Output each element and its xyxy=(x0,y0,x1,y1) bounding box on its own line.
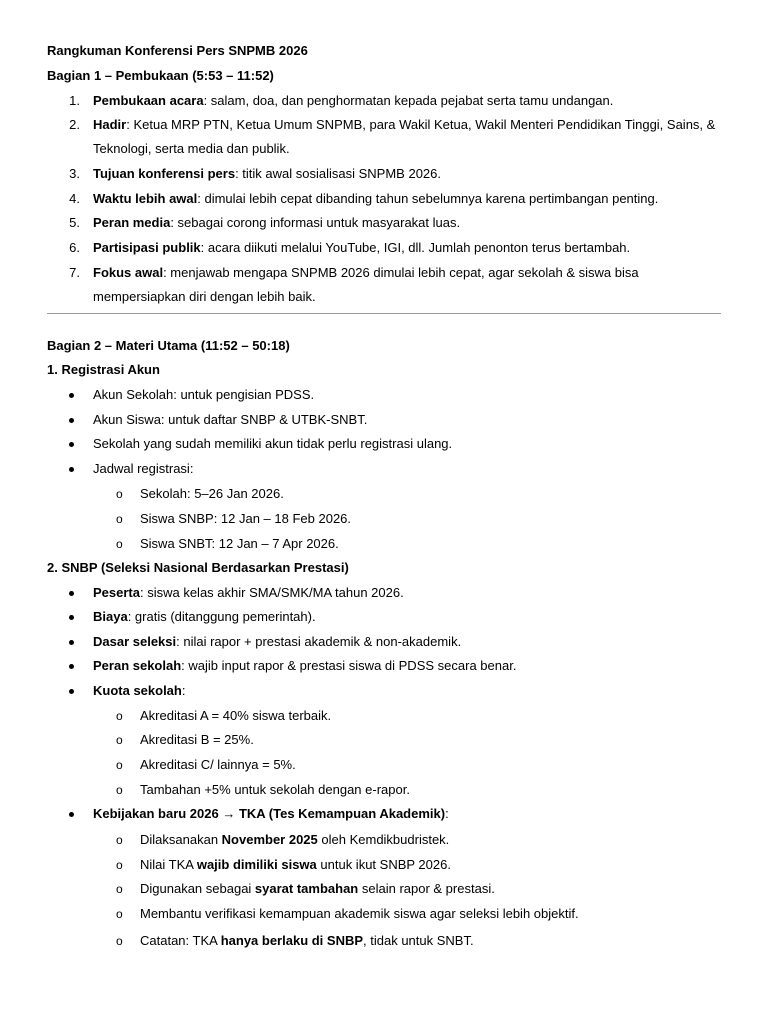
bullet-icon xyxy=(69,418,74,423)
list-number: 2. xyxy=(69,117,80,132)
item-text: Jadwal registrasi: xyxy=(93,461,194,476)
item-label: Partisipasi publik xyxy=(93,240,201,255)
part2-heading: Bagian 2 – Materi Utama (11:52 – 50:18) xyxy=(47,338,290,353)
item-label: Tujuan konferensi pers xyxy=(93,166,236,181)
item-text: Akreditasi A = 40% siswa terbaik. xyxy=(140,708,332,723)
item-text: Sekolah yang sudah memiliki akun tidak perlu registrasi ulang. xyxy=(93,436,453,451)
list-number: 1. xyxy=(69,93,80,108)
circle-bullet-icon: o xyxy=(116,907,123,921)
bullet-icon xyxy=(69,812,74,817)
item-text: selain rapor & prestasi. xyxy=(358,881,495,896)
item-label: Fokus awal xyxy=(93,265,164,280)
bullet-icon xyxy=(69,393,74,398)
item-text: : titik awal sosialisasi SNPMB 2026. xyxy=(235,166,441,181)
circle-bullet-icon: o xyxy=(116,783,123,797)
item-label: Peran media xyxy=(93,215,171,230)
item-text: : acara diikuti melalui YouTube, IGI, dll. Jumlah penonton terus bertambah. xyxy=(200,240,631,255)
item-text: Catatan: TKA xyxy=(140,933,221,948)
circle-bullet-icon: o xyxy=(116,733,123,747)
doc-title: Rangkuman Konferensi Pers SNPMB 2026 xyxy=(47,43,308,58)
section-heading-snbp: 2. SNBP (Seleksi Nasional Berdasarkan Prestasi) xyxy=(47,560,349,575)
item-emphasis: syarat tambahan xyxy=(254,881,359,896)
item-label: Pembukaan acara xyxy=(93,93,204,108)
bullet-icon xyxy=(69,615,74,620)
item-text: Digunakan sebagai xyxy=(140,881,255,896)
bullet-icon xyxy=(69,640,74,645)
part1-heading: Bagian 1 – Pembukaan (5:53 – 11:52) xyxy=(47,68,274,83)
item-label: Hadir xyxy=(93,117,127,132)
list-number: 4. xyxy=(69,191,80,206)
item-text: : siswa kelas akhir SMA/SMK/MA tahun 2026. xyxy=(139,585,404,600)
item-label: Peran sekolah xyxy=(93,658,182,673)
item-text: oleh Kemdikbudristek. xyxy=(317,832,450,847)
item-text: Tambahan +5% untuk sekolah dengan e-rapor. xyxy=(140,782,410,797)
list-number: 6. xyxy=(69,240,80,255)
bullet-icon xyxy=(69,591,74,596)
item-label: Kuota sekolah xyxy=(93,683,182,698)
item-label: Peserta xyxy=(93,585,140,600)
item-text: Akreditasi B = 25%. xyxy=(140,732,254,747)
item-text: : wajib input rapor & prestasi siswa di PDSS secara benar. xyxy=(181,658,517,673)
bullet-icon xyxy=(69,689,74,694)
item-text: : xyxy=(445,806,449,821)
circle-bullet-icon: o xyxy=(116,934,123,948)
item-label: Waktu lebih awal xyxy=(93,191,198,206)
bullet-icon xyxy=(69,467,74,472)
item-text: : nilai rapor + prestasi akademik & non-akademik. xyxy=(176,634,462,649)
item-text: : Ketua MRP PTN, Ketua Umum SNPMB, para Wakil Ketua, Wakil Menteri Pendidikan Tinggi, Sains, & xyxy=(126,117,716,132)
circle-bullet-icon: o xyxy=(116,512,123,526)
item-text: , tidak untuk SNBT. xyxy=(363,933,474,948)
list-number: 3. xyxy=(69,166,80,181)
item-label: Kebijakan baru 2026 → TKA (Tes Kemampuan Akademik) xyxy=(93,806,446,821)
item-text-continued: Teknologi, serta media dan publik. xyxy=(93,141,290,156)
item-emphasis: hanya berlaku di SNBP xyxy=(220,933,364,948)
item-text: Akun Sekolah: untuk pengisian PDSS. xyxy=(93,387,315,402)
circle-bullet-icon: o xyxy=(116,487,123,501)
item-text-continued: mempersiapkan diri dengan lebih baik. xyxy=(93,289,316,304)
item-text: Membantu verifikasi kemampuan akademik siswa agar seleksi lebih objektif. xyxy=(140,906,579,921)
item-text: Akun Siswa: untuk daftar SNBP & UTBK-SNBT. xyxy=(93,412,368,427)
bullet-icon xyxy=(69,442,74,447)
circle-bullet-icon: o xyxy=(116,709,123,723)
item-text: Siswa SNBP: 12 Jan – 18 Feb 2026. xyxy=(140,511,352,526)
bullet-icon xyxy=(69,664,74,669)
item-text: Sekolah: 5–26 Jan 2026. xyxy=(140,486,284,501)
circle-bullet-icon: o xyxy=(116,833,123,847)
item-emphasis: November 2025 xyxy=(221,832,318,847)
item-label: Biaya xyxy=(93,609,128,624)
item-text: Dilaksanakan xyxy=(140,832,222,847)
circle-bullet-icon: o xyxy=(116,758,123,772)
item-text: : menjawab mengapa SNPMB 2026 dimulai lebih cepat, agar sekolah & siswa bisa xyxy=(163,265,639,280)
circle-bullet-icon: o xyxy=(116,537,123,551)
section-heading-registrasi: 1. Registrasi Akun xyxy=(47,362,160,377)
item-label: Dasar seleksi xyxy=(93,634,177,649)
item-text: : dimulai lebih cepat dibanding tahun sebelumnya karena pertimbangan penting. xyxy=(197,191,659,206)
item-text: : sebagai corong informasi untuk masyarakat luas. xyxy=(170,215,461,230)
item-emphasis: wajib dimiliki siswa xyxy=(196,857,317,872)
item-text: : xyxy=(181,683,186,698)
circle-bullet-icon: o xyxy=(116,882,123,896)
item-text: Akreditasi C/ lainnya = 5%. xyxy=(140,757,296,772)
item-text: untuk ikut SNBP 2026. xyxy=(316,857,451,872)
item-text: : gratis (ditanggung pemerintah). xyxy=(127,609,316,624)
list-number: 7. xyxy=(69,265,80,280)
horizontal-divider xyxy=(47,313,721,314)
list-number: 5. xyxy=(69,215,80,230)
item-text: Nilai TKA xyxy=(140,857,197,872)
item-text: : salam, doa, dan penghormatan kepada pejabat serta tamu undangan. xyxy=(203,93,614,108)
item-text: Siswa SNBT: 12 Jan – 7 Apr 2026. xyxy=(140,536,339,551)
circle-bullet-icon: o xyxy=(116,858,123,872)
